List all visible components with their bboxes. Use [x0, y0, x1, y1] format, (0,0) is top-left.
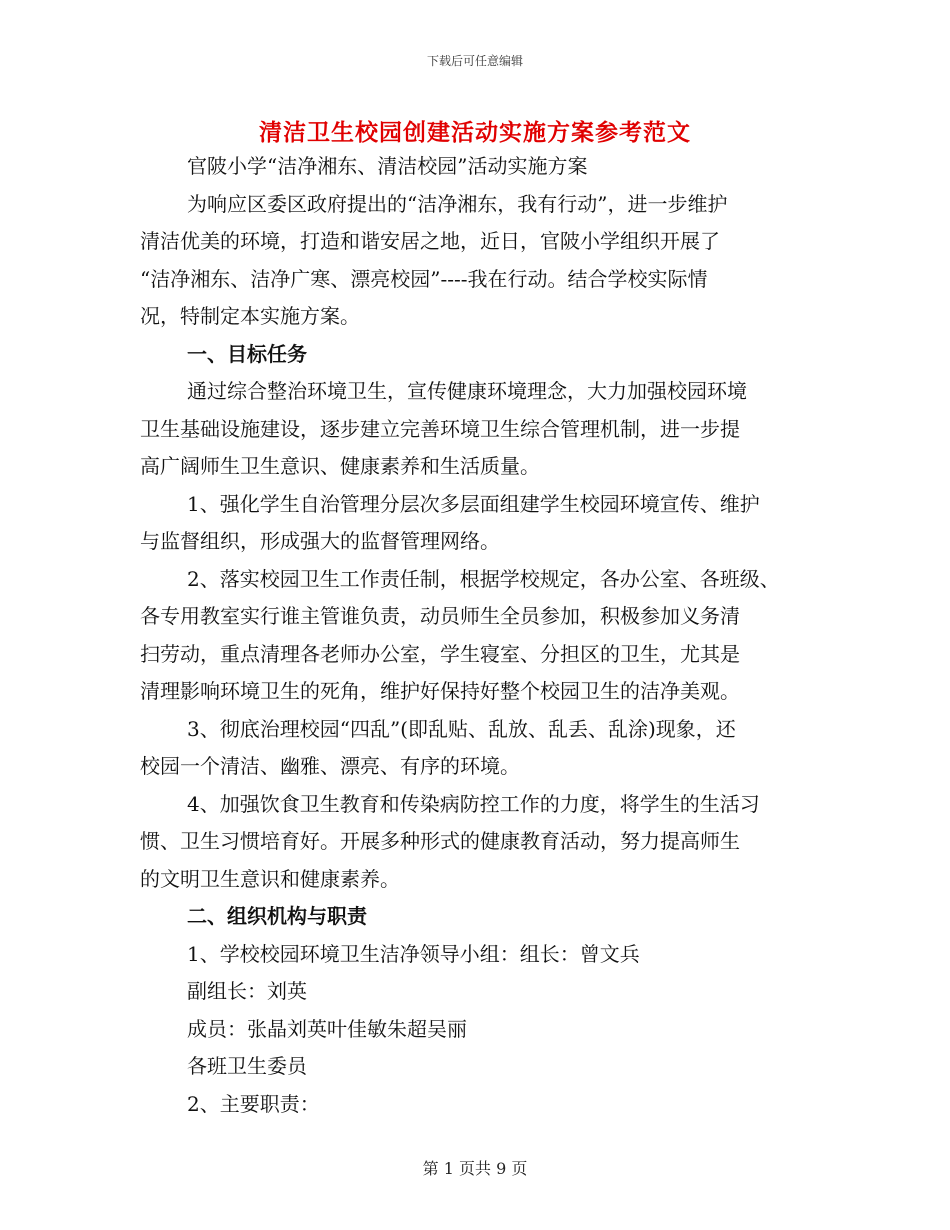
- body-line: 各班卫生委员: [187, 1054, 307, 1078]
- page-footer: 第 1 页共 9 页: [422, 1159, 528, 1178]
- body-line: 成员：张晶刘英叶佳敏朱超吴丽: [187, 1016, 467, 1041]
- body-line: 况，特制定本实施方案。: [140, 304, 360, 328]
- body-line: 清洁优美的环境，打造和谐安居之地，近日，官陂小学组织开展了: [140, 229, 720, 253]
- body-line: “洁净湘东、洁净广寒、漂亮校园”----我在行动。结合学校实际情: [140, 266, 708, 291]
- document-body: [140, 148, 820, 1123]
- body-line: 的文明卫生意识和健康素养。: [140, 866, 400, 891]
- body-line: 各专用教室实行谁主管谁负责，动员师生全员参加，积极参加义务清: [140, 604, 740, 628]
- body-line: 与监督组织，形成强大的监督管理网络。: [140, 529, 500, 553]
- body-line: 通过综合整治环境卫生，宣传健康环境理念，大力加强校园环境: [187, 379, 747, 403]
- body-line: 3、彻底治理校园“四乱”(即乱贴、乱放、乱丢、乱涂)现象，还: [187, 716, 736, 741]
- section-heading: 一、目标任务: [187, 341, 307, 366]
- body-line: 卫生基础设施建设，逐步建立完善环境卫生综合管理机制，进一步提: [140, 416, 740, 441]
- subtitle-line: 官陂小学“洁净湘东、清洁校园”活动实施方案: [187, 154, 588, 178]
- body-line: 为响应区委区政府提出的“洁净湘东，我有行动”，进一步维护: [187, 191, 728, 216]
- page-header: 下载后可任意编辑: [426, 54, 523, 68]
- body-line: 校园一个清洁、幽雅、漂亮、有序的环境。: [140, 754, 520, 778]
- body-line: 副组长：刘英: [187, 979, 307, 1003]
- body-line: 高广阔师生卫生意识、健康素养和生活质量。: [140, 454, 540, 478]
- body-line: 2、落实校园卫生工作责任制，根据学校规定，各办公室、各班级、: [187, 566, 780, 591]
- body-line: 惯、卫生习惯培育好。开展多种形式的健康教育活动，努力提高师生: [140, 829, 740, 853]
- body-line: 1、学校校园环境卫生洁净领导小组：组长：曾文兵: [187, 941, 640, 966]
- body-line: 2、主要职责：: [187, 1091, 320, 1116]
- section-heading: 二、组织机构与职责: [187, 904, 367, 928]
- body-line: 1、强化学生自治管理分层次多层面组建学生校园环境宣传、维护: [187, 491, 760, 516]
- body-line: 扫劳动，重点清理各老师办公室，学生寝室、分担区的卫生，尤其是: [140, 641, 740, 666]
- body-line: 清理影响环境卫生的死角，维护好保持好整个校园卫生的洁净美观。: [140, 679, 740, 703]
- document-title: 清洁卫生校园创建活动实施方案参考范文: [259, 119, 691, 146]
- body-line: 4、加强饮食卫生教育和传染病防控工作的力度，将学生的生活习: [187, 791, 760, 816]
